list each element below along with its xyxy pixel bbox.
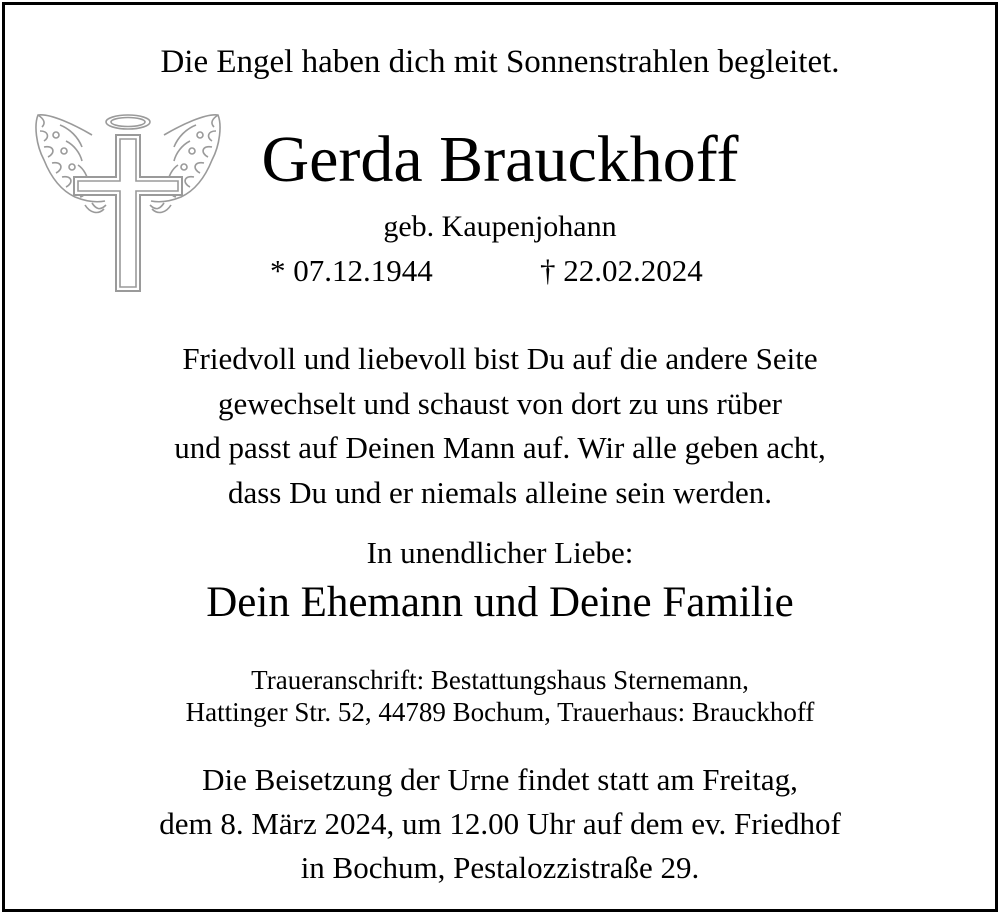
verse-line: Friedvoll und liebevoll bist Du auf die andere Seite (182, 341, 818, 376)
funeral-line: dem 8. März 2024, um 12.00 Uhr auf dem ev. Friedhof (159, 806, 841, 841)
funeral-line: in Bochum, Pestalozzistraße 29. (300, 850, 700, 885)
verse-line: gewechselt und schaust von dort zu uns rüber (218, 385, 782, 421)
address-line: Hattinger Str. 52, 44789 Bochum, Trauerhaus: Brauckhoff (185, 697, 815, 727)
funeral-line: Die Beisetzung der Urne findet statt am Freitag, (202, 762, 798, 797)
funeral-details (0, 758, 1000, 890)
memorial-verse (0, 337, 1000, 515)
address-line: Traueranschrift: Bestattungshaus Sternemann, (251, 665, 749, 695)
birth-date: * 07.12.1944 (270, 253, 433, 288)
motto: Die Engel haben dich mit Sonnenstrahlen begleitet. (160, 44, 840, 80)
family-signature: Dein Ehemann und Deine Familie (206, 579, 794, 626)
mourning-address (0, 664, 1000, 728)
life-dates (0, 253, 1000, 293)
verse-line: dass Du und er niemals alleine sein werden. (227, 474, 773, 510)
verse-line: und passt auf Deinen Mann auf. Wir alle geben acht, (174, 430, 826, 465)
love-line: In unendlicher Liebe: (366, 535, 634, 570)
maiden-name: geb. Kaupenjohann (383, 210, 617, 243)
deceased-name: Gerda Brauckhoff (261, 123, 739, 196)
death-date: † 22.02.2024 (540, 253, 703, 288)
